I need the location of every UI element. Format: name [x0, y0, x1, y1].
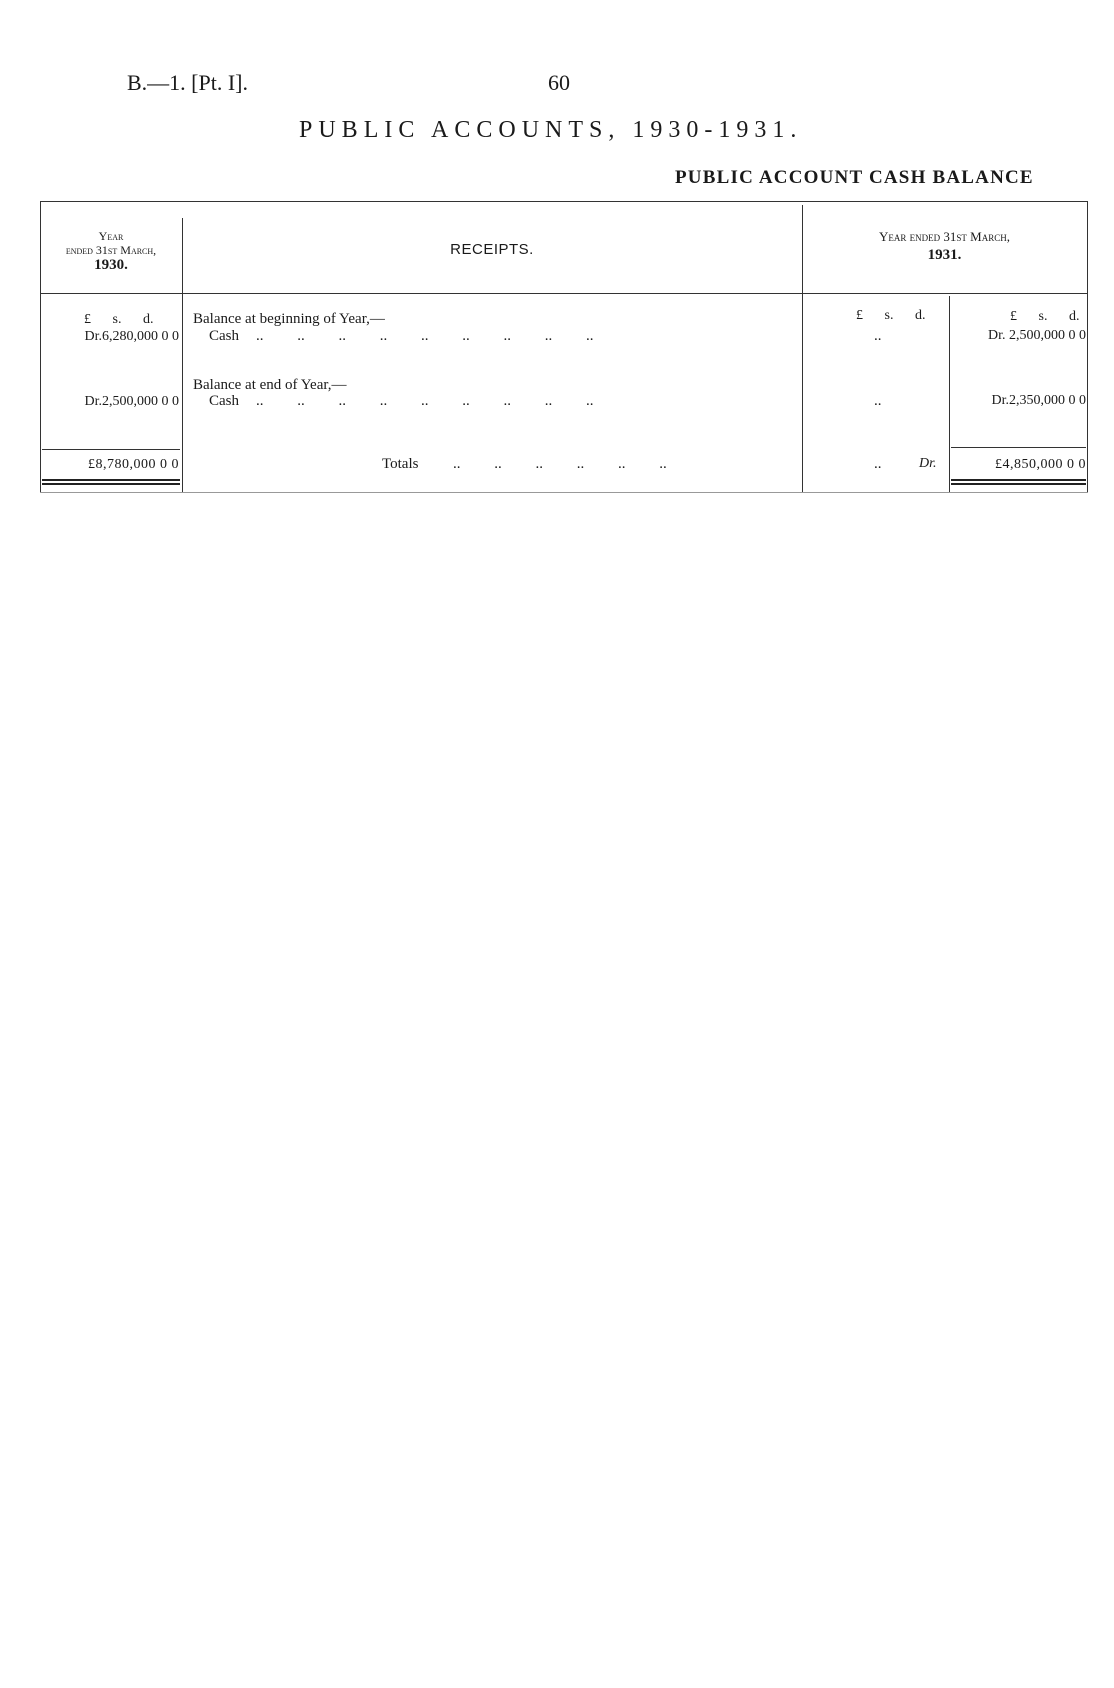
col-divider-curr — [949, 296, 950, 493]
header-bottom-border — [40, 293, 1088, 294]
totals-leader: .. .. .. .. .. .. — [453, 456, 667, 472]
row1-curr-amount: Dr. 2,500,000 0 0 — [988, 328, 1086, 343]
row1-mid: .. — [874, 328, 882, 344]
row2-mid: .. — [874, 393, 882, 409]
row2-leader: .. .. .. .. .. .. .. .. .. — [256, 393, 594, 409]
curr-year-value: 1931. — [927, 247, 962, 263]
curr-total-rule-1 — [951, 479, 1086, 481]
totals-curr-amount: £4,850,000 0 0 — [995, 457, 1086, 472]
table-bottom-border — [40, 492, 1088, 493]
prev-year-ended-label: ended 31st March, — [65, 243, 157, 257]
row1-prev-amount: Dr.6,280,000 0 0 — [84, 329, 179, 344]
receipts-header: RECEIPTS. — [450, 241, 534, 258]
prev-subtotal-rule — [42, 449, 180, 450]
curr-subtotal-rule — [951, 447, 1086, 448]
col-divider-prev — [182, 218, 183, 493]
prev-total-rule-2 — [42, 483, 180, 485]
currency-header-mid: £ s. d. — [856, 308, 926, 323]
currency-header-prev: £ s. d. — [84, 312, 154, 327]
section-title: PUBLIC ACCOUNT CASH BALANCE — [675, 167, 1034, 188]
page-number: 60 — [548, 70, 570, 95]
curr-total-rule-2 — [951, 483, 1086, 485]
prev-year-value: 1930. — [94, 257, 128, 273]
row2-curr-amount: Dr.2,350,000 0 0 — [991, 393, 1086, 408]
row1-label: Balance at beginning of Year,— — [193, 311, 385, 327]
table-top-border — [40, 201, 1088, 202]
row2-prev-amount: Dr.2,500,000 0 0 — [84, 394, 179, 409]
totals-prev-amount: £8,780,000 0 0 — [88, 457, 179, 472]
row2-label: Balance at end of Year,— — [193, 377, 347, 393]
totals-label: Totals — [382, 456, 419, 472]
page-title: PUBLIC ACCOUNTS, 1930-1931. — [299, 117, 803, 143]
row1-sublabel: Cash — [209, 328, 239, 344]
curr-year-label: Year ended 31st March, — [879, 229, 1010, 244]
prev-year-label: Year — [98, 229, 124, 243]
prev-total-rule-1 — [42, 479, 180, 481]
currency-header-curr: £ s. d. — [1010, 309, 1080, 324]
table-right-border — [1087, 201, 1088, 493]
totals-mid: .. — [874, 456, 882, 472]
document-reference: B.—1. [Pt. I]. — [127, 70, 248, 95]
totals-dr-marker: Dr. — [919, 456, 937, 471]
row1-leader: .. .. .. .. .. .. .. .. .. — [256, 328, 594, 344]
row2-sublabel: Cash — [209, 393, 239, 409]
